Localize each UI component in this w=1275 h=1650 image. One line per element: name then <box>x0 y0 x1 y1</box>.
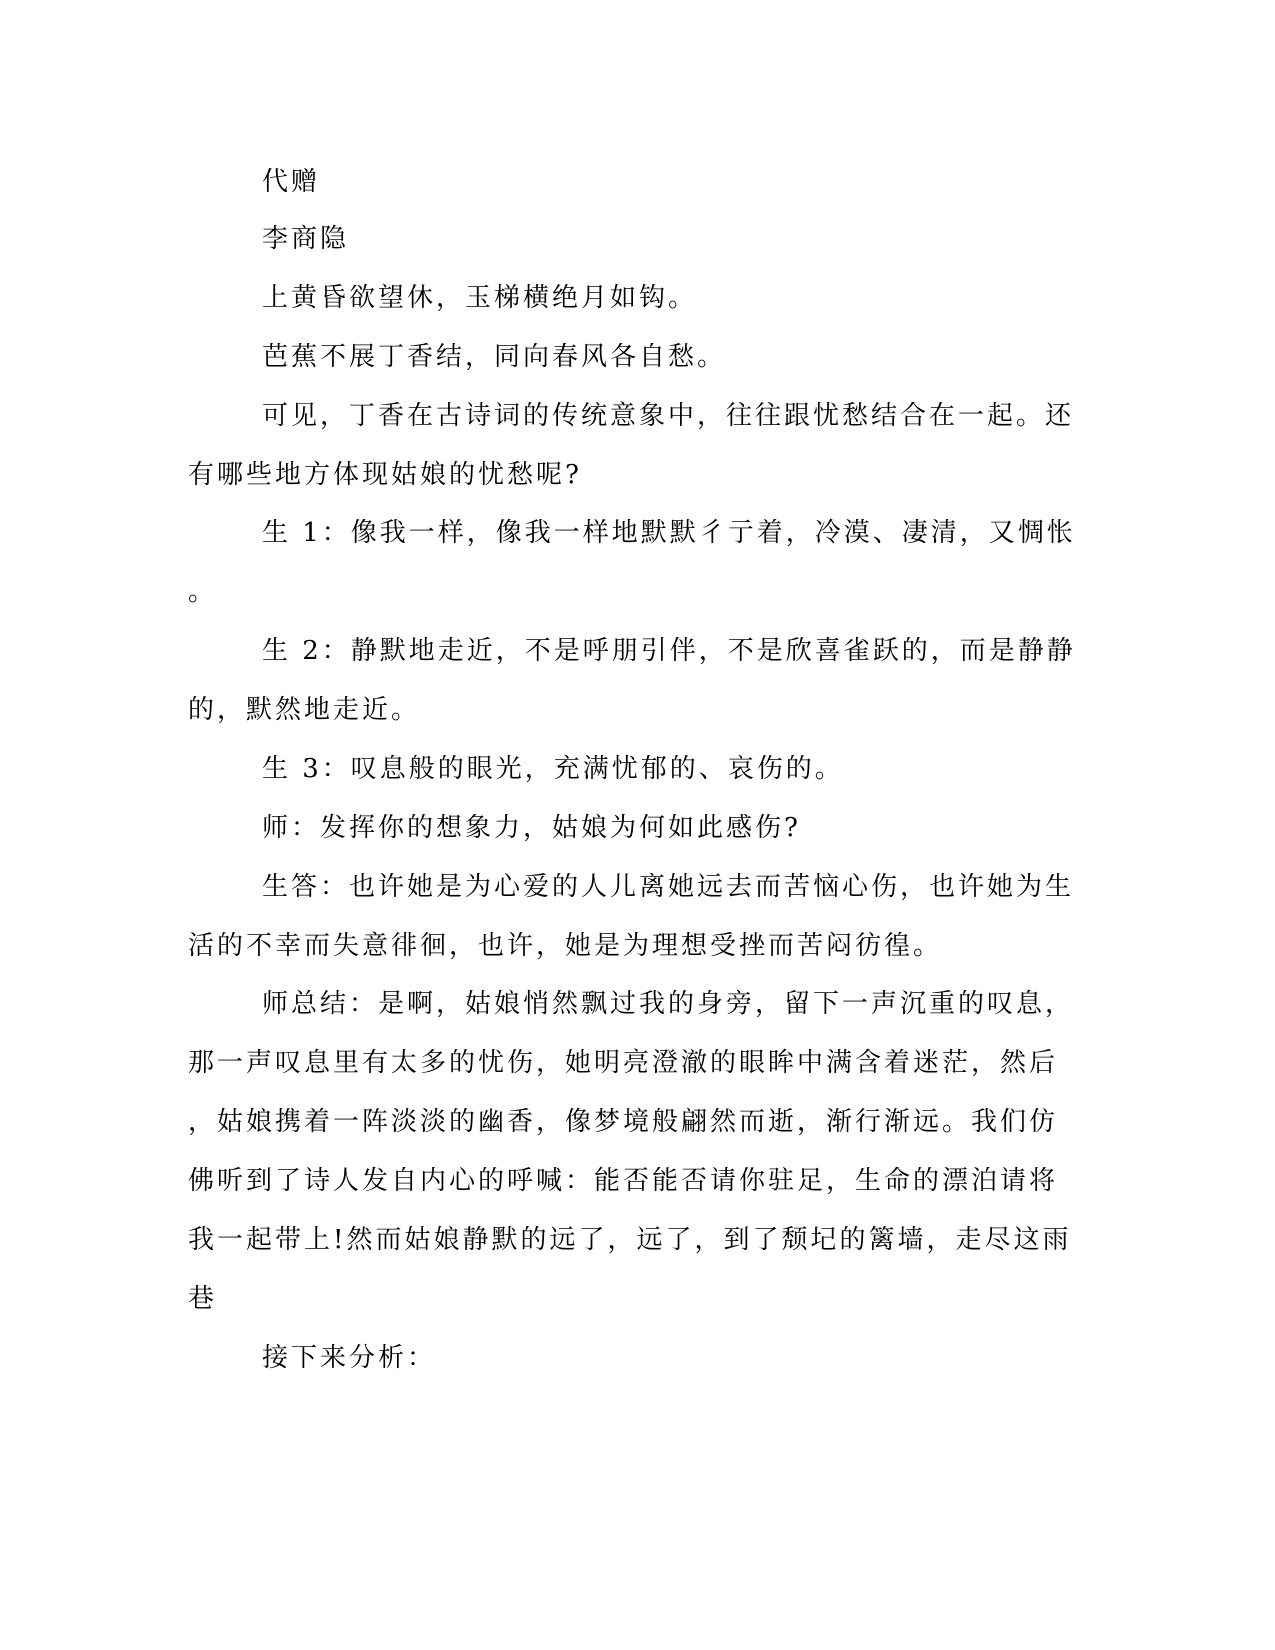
paragraph-line: 生 2：静默地走近，不是呼朋引伴，不是欣喜雀跃的，而是静静 <box>262 636 1076 666</box>
poem-line-1: 上黄昏欲望休，玉梯横绝月如钩。 <box>262 283 698 313</box>
paragraph-line: 生 1：像我一样，像我一样地默默彳亍着，冷漠、凄清，又惆怅 <box>262 518 1076 548</box>
paragraph-line: 我一起带上!然而姑娘静默的远了，远了，到了颓圮的篱墙，走尽这雨 <box>188 1225 1072 1255</box>
paragraph-line: 佛听到了诗人发自内心的呼喊：能否能否请你驻足，生命的漂泊请将 <box>188 1166 1059 1196</box>
poem-title: 代赠 <box>262 167 321 197</box>
paragraph-line: 生 3：叹息般的眼光，充满忧郁的、哀伤的。 <box>262 754 844 784</box>
poem-author: 李商隐 <box>262 224 350 254</box>
paragraph-line: 那一声叹息里有太多的忧伤，她明亮澄澈的眼眸中满含着迷茫，然后 <box>188 1048 1059 1078</box>
paragraph-line: 活的不幸而失意徘徊，也许，她是为理想受挫而苦闷彷徨。 <box>188 931 943 961</box>
paragraph-line: 可见，丁香在古诗词的传统意象中，往往跟忧愁结合在一起。还 <box>262 401 1075 431</box>
paragraph-line: 师：发挥你的想象力，姑娘为何如此感伤? <box>262 813 801 843</box>
poem-line-2: 芭蕉不展丁香结，同向春风各自愁。 <box>262 342 727 372</box>
paragraph-line: 师总结：是啊，姑娘悄然飘过我的身旁，留下一声沉重的叹息， <box>262 989 1075 1019</box>
paragraph-line: 。 <box>188 577 218 607</box>
paragraph-line: ，姑娘携着一阵淡淡的幽香，像梦境般翩然而逝，渐行渐远。我们仿 <box>188 1107 1059 1137</box>
paragraph-line: 的，默然地走近。 <box>188 695 421 725</box>
paragraph-line: 生答：也许她是为心爱的人儿离她远去而苦恼心伤，也许她为生 <box>262 872 1075 902</box>
paragraph-line: 接下来分析： <box>262 1343 437 1373</box>
paragraph-line: 有哪些地方体现姑娘的忧愁呢? <box>188 460 582 490</box>
paragraph-line: 巷 <box>188 1284 218 1314</box>
